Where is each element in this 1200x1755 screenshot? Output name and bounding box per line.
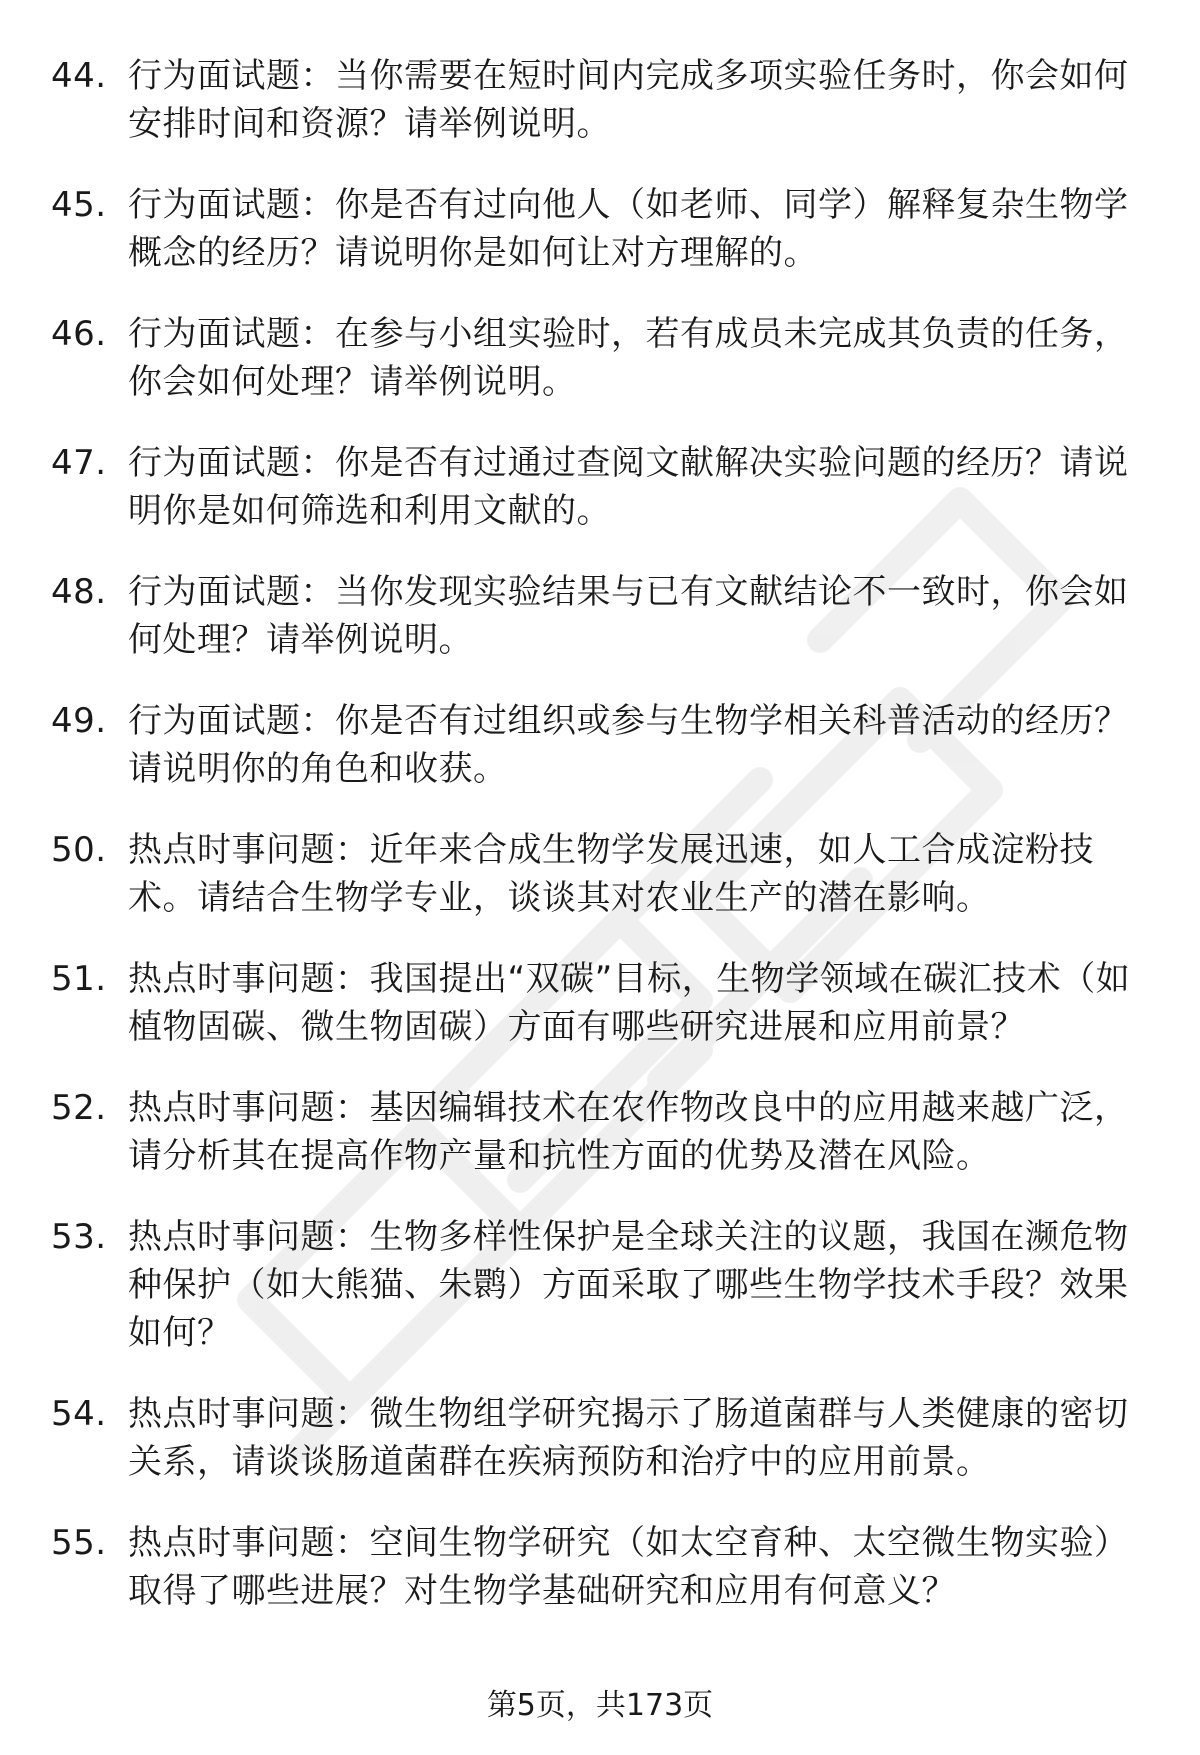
question-number: 47. [51,443,107,483]
question-text: 热点时事问题：基因编辑技术在农作物改良中的应用越来越广泛，请分析其在提高作物产量和抗性方面的优势及潜在风险。 [128,1088,1129,1176]
question-text: 行为面试题：你是否有过通过查阅文献解决实验问题的经历？请说明你是如何筛选和利用文献的。 [128,443,1129,531]
list-item [0,1213,1200,1357]
question-text: 行为面试题：当你发现实验结果与已有文献结论不一致时，你会如何处理？请举例说明。 [128,572,1129,660]
question-number: 51. [51,959,107,999]
question-number: 44. [51,56,107,96]
list-item [0,1084,1200,1180]
question-number: 53. [51,1217,107,1257]
question-text: 热点时事问题：我国提出“双碳”目标，生物学领域在碳汇技术（如植物固碳、微生物固碳）方面有哪些研究进展和应用前景？ [128,959,1131,1047]
question-text: 行为面试题：你是否有过向他人（如老师、同学）解释复杂生物学概念的经历？请说明你是如何让对方理解的。 [128,185,1129,273]
list-item [0,181,1200,277]
question-text: 热点时事问题：空间生物学研究（如太空育种、太空微生物实验）取得了哪些进展？对生物学基础研究和应用有何意义？ [128,1523,1129,1611]
question-number: 45. [51,185,107,225]
list-item [0,439,1200,535]
question-text: 行为面试题：在参与小组实验时，若有成员未完成其负责的任务，你会如何处理？请举例说明。 [128,314,1129,402]
list-item [0,1519,1200,1615]
page-number-label: 第5页，共173页 [486,1688,714,1723]
question-number: 46. [51,314,107,354]
list-item [0,1390,1200,1486]
page-footer [0,1686,1200,1726]
list-item [0,697,1200,793]
question-number: 48. [51,572,107,612]
question-text: 热点时事问题：近年来合成生物学发展迅速，如人工合成淀粉技术。请结合生物学专业，谈谈其对农业生产的潜在影响。 [128,830,1094,918]
question-list [0,52,1200,1648]
list-item [0,52,1200,148]
question-text: 热点时事问题：微生物组学研究揭示了肠道菌群与人类健康的密切关系，请谈谈肠道菌群在疾病预防和治疗中的应用前景。 [128,1394,1129,1482]
list-item [0,310,1200,406]
list-item [0,955,1200,1051]
question-number: 50. [51,830,107,870]
question-number: 52. [51,1088,107,1128]
question-number: 49. [51,701,107,741]
list-item [0,826,1200,922]
question-text: 行为面试题：当你需要在短时间内完成多项实验任务时，你会如何安排时间和资源？请举例说明。 [128,56,1129,144]
question-text: 热点时事问题：生物多样性保护是全球关注的议题，我国在濒危物种保护（如大熊猫、朱鹮）方面采取了哪些生物学技术手段？效果如何？ [128,1217,1129,1353]
question-number: 54. [51,1394,107,1434]
question-number: 55. [51,1523,107,1563]
question-text: 行为面试题：你是否有过组织或参与生物学相关科普活动的经历？请说明你的角色和收获。 [128,701,1129,789]
list-item [0,568,1200,664]
